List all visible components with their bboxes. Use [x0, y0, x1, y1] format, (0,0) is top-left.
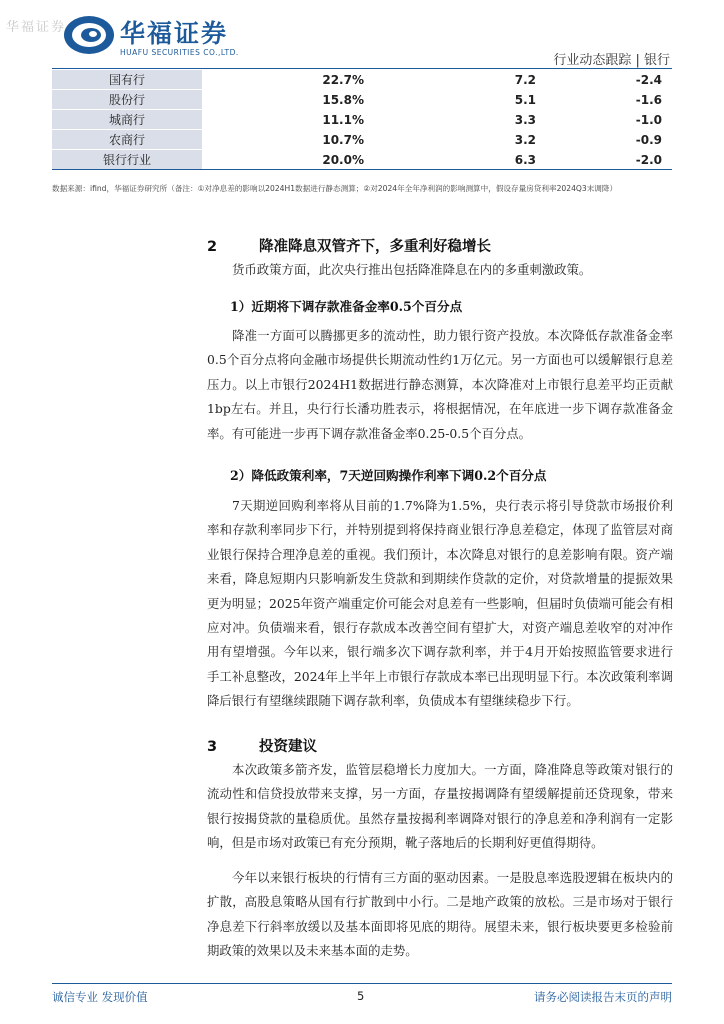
logo-english-name: HUAFU SECURITIES CO.,LTD.: [120, 48, 239, 57]
value-cell: 20.0%: [202, 150, 374, 170]
paragraph-investment-2: 今年以来银行板块的行情有三方面的驱动因素。一是股息率选股逻辑在板块内的扩散，高股息策略从国有行扩散到中小行。二是地产政策的放松。三是市场对于银行净息差下行斜率放缓以及基本面即将见底的期待。展望未来，银行板块要更多检验前期政策的效果以及未来基本面的走势。: [207, 870, 673, 959]
value-cell: -2.0: [546, 150, 672, 170]
logo-chinese-name: 华福证券: [120, 19, 229, 48]
bank-type-cell: 城商行: [52, 110, 202, 130]
watermark: 华福证券: [6, 20, 67, 35]
bank-type-cell: 国有行: [52, 70, 202, 90]
value-cell: 7.2: [374, 70, 546, 90]
value-cell: 22.7%: [202, 70, 374, 90]
bank-type-cell: 股份行: [52, 90, 202, 110]
value-cell: -1.0: [546, 110, 672, 130]
report-type-label: 行业动态跟踪 | 银行: [553, 53, 670, 68]
value-cell: 5.1: [374, 90, 546, 110]
value-cell: 11.1%: [202, 110, 374, 130]
subheading-policy-rate: 2）降低政策利率，7天逆回购操作利率下调0.2个百分点: [230, 468, 547, 483]
value-cell: 15.8%: [202, 90, 374, 110]
table-row: [52, 90, 672, 110]
table-row: [52, 110, 672, 130]
table-row: [52, 70, 672, 90]
header-divider: [52, 68, 672, 69]
section-2-heading: [207, 235, 491, 256]
impact-table: [52, 70, 672, 170]
value-cell: 3.2: [374, 130, 546, 150]
company-logo: [62, 12, 272, 62]
page-number: 5: [357, 989, 365, 1003]
section-2-intro: 货币政策方面，此次央行推出包括降准降息在内的多重刺激政策。: [232, 262, 592, 277]
section-number: 3: [207, 739, 218, 755]
paragraph-policy-rate: 7天期逆回购利率将从目前的1.7%降为1.5%，央行表示将引导贷款市场报价利率和存款利率同步下行，并特别提到将保持商业银行净息差稳定，体现了监管层对商业银行保持合理净息差的重视。我们预计，本次降息对银行的息差影响有限。资产端来看，降息短期内只影响新发生贷款和到期续作贷款的定价，对贷款增量的提振效果更为明显；2025年资产端重定价可能会对息差有一些影响，但届时负债端可能会有相应对冲。负债端来看，银行存款成本改善空间有望扩大，对资产端息差收窄的对冲作用有望增强。今年以来，银行端多次下调存款利率，并于4月开始按照监管要求进行手工补息整改，2024年上半年上市银行存款成本率已出现明显下行。本次政策利率调降后银行有望继续跟随下调存款利率，负债成本有望继续稳步下行。: [207, 498, 673, 709]
section-title: 投资建议: [259, 739, 317, 755]
table-row: [52, 150, 672, 170]
section-title: 降准降息双管齐下，多重利好稳增长: [259, 239, 491, 255]
footer-disclaimer: 请务必阅读报告末页的声明: [534, 990, 672, 1004]
footer-divider: [52, 983, 672, 984]
paragraph-rrr-cut: 降准一方面可以腾挪更多的流动性，助力银行资产投放。本次降低存款准备金率0.5个百分点将向金融市场提供长期流动性约1万亿元。另一方面也可以缓解银行息差压力。以上市银行2024H1数据进行静态测算，本次降准对上市银行息差平均正贡献1bp左右。并且，央行行长潘功胜表示，将根据情况，在年底进一步下调存款准备金率。有可能进一步再下调存款准备金率0.25-0.5个百分点。: [207, 328, 673, 441]
footer-slogan: 诚信专业 发现价值: [52, 990, 148, 1004]
logo-mark-icon: [62, 12, 116, 58]
value-cell: -1.6: [546, 90, 672, 110]
table-row: [52, 130, 672, 150]
value-cell: -2.4: [546, 70, 672, 90]
source-note: 数据来源：ifind，华福证券研究所（备注：①对净息差的影响以2024H1数据进行静态测算；②对2024年全年净利润的影响测算中，假设存量房贷利率2024Q3末调降）: [52, 184, 618, 193]
value-cell: -0.9: [546, 130, 672, 150]
subheading-rrr-cut: 1）近期将下调存款准备金率0.5个百分点: [230, 299, 463, 314]
bank-type-cell: 银行行业: [52, 150, 202, 170]
value-cell: 6.3: [374, 150, 546, 170]
section-number: 2: [207, 239, 218, 255]
value-cell: 10.7%: [202, 130, 374, 150]
value-cell: 3.3: [374, 110, 546, 130]
bank-type-cell: 农商行: [52, 130, 202, 150]
paragraph-investment-1: 本次政策多箭齐发，监管层稳增长力度加大。一方面，降准降息等政策对银行的流动性和信贷投放带来支撑，另一方面，存量按揭调降有望缓解提前还贷现象，带来银行按揭贷款的量稳质优。虽然存量按揭利率调降对银行的净息差和净利润有一定影响，但是市场对政策已有充分预期，靴子落地后的长期利好更值得期待。: [207, 762, 673, 851]
section-3-heading: [207, 735, 317, 756]
